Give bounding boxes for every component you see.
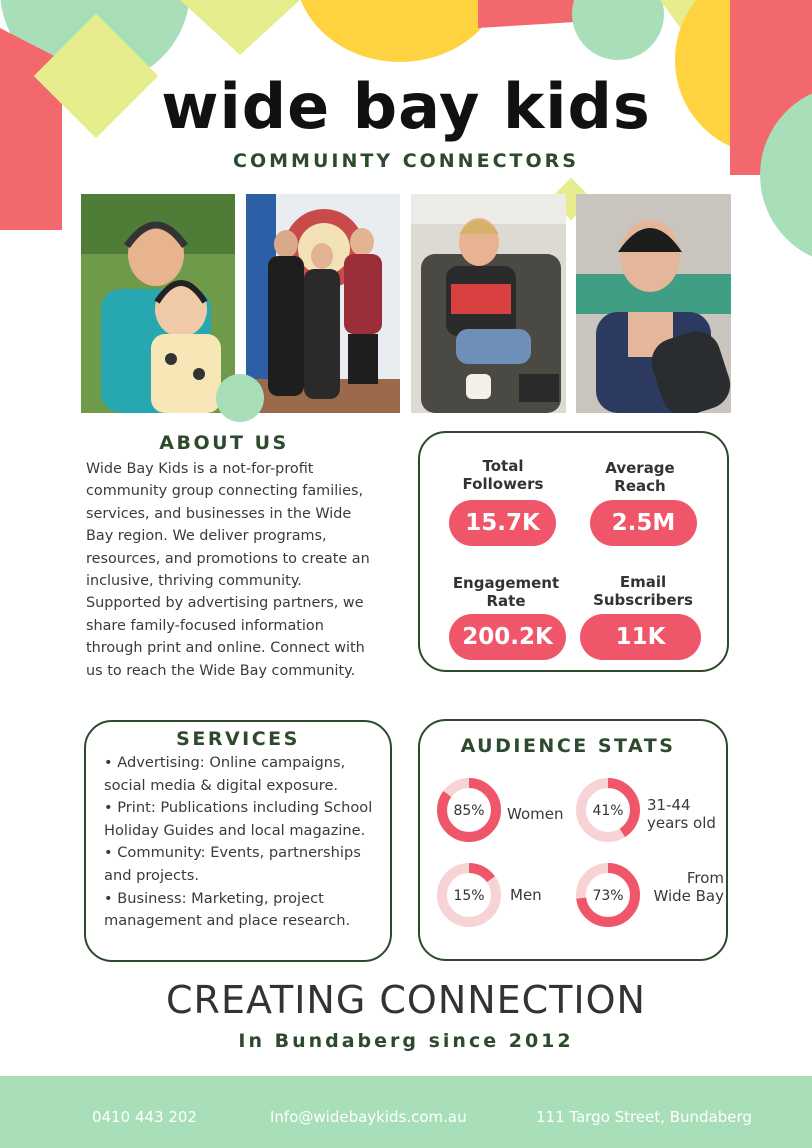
- page-title: wide bay kids: [161, 70, 651, 143]
- footer-address: 111 Targo Street, Bundaberg: [536, 1108, 752, 1126]
- photo-woman-child: [81, 194, 235, 413]
- donut-men-text: 15%: [453, 888, 485, 904]
- about-line: Wide Bay Kids is a not-for-profit: [86, 461, 314, 477]
- about-body: [86, 458, 398, 682]
- mint-circle-top: [572, 0, 664, 60]
- services-line: • Business: Marketing, project: [104, 889, 324, 907]
- coral-rect-top: [478, 0, 575, 28]
- wide-bay-label: From Wide Bay: [653, 869, 724, 905]
- donut-women: [436, 777, 502, 843]
- about-line: Bay region. We deliver programs,: [86, 528, 327, 545]
- services-line: social media & digital exposure.: [104, 776, 339, 794]
- footer-phone[interactable]: 0410 443 202: [92, 1108, 197, 1126]
- tagline-main: CREATING CONNECTION: [166, 978, 646, 1022]
- about-line: share family-focused information: [86, 617, 324, 634]
- total-followers-label: Total Followers: [462, 457, 544, 493]
- services-line: Holiday Guides and local magazine.: [104, 821, 366, 839]
- average-reach-label: Average Reach: [605, 459, 675, 495]
- mint-circle-photo: [216, 374, 264, 422]
- services-line: • Community: Events, partnerships: [104, 844, 361, 862]
- donut-wide-bay: [575, 862, 641, 928]
- email-subscribers-label: Email Subscribers: [593, 573, 693, 609]
- about-line: resources, and promotions to create an: [86, 550, 370, 567]
- about-line: services, and businesses in the Wide: [86, 505, 352, 522]
- about-line: us to reach the Wide Bay community.: [86, 662, 356, 679]
- photo-woman-paddle: [576, 194, 731, 413]
- services-line: management and place research.: [104, 912, 351, 930]
- services-heading: SERVICES: [176, 728, 300, 750]
- about-heading: ABOUT US: [159, 432, 289, 454]
- total-followers-value: 15.7K: [449, 500, 556, 546]
- average-reach-value: 2.5M: [590, 500, 697, 546]
- engagement-rate-label: Engagement Rate: [452, 574, 560, 610]
- men-label: Men: [510, 886, 542, 904]
- photo-three-women: [246, 194, 400, 413]
- tagline-sub: In Bundaberg since 2012: [238, 1030, 574, 1052]
- audience-heading: AUDIENCE STATS: [460, 735, 676, 757]
- about-line: Supported by advertising partners, we: [86, 595, 364, 612]
- about-line: inclusive, thriving community.: [86, 573, 302, 590]
- services-line: • Print: Publications including School: [104, 799, 373, 817]
- women-label: Women: [507, 805, 564, 823]
- donut-age-text: 41%: [592, 803, 624, 819]
- services-line: • Advertising: Online campaigns,: [104, 754, 346, 771]
- email-subscribers-value: 11K: [580, 614, 701, 660]
- about-line: community group connecting families,: [86, 483, 364, 500]
- age-label: 31-44 years old: [647, 796, 716, 832]
- donut-age: [575, 777, 641, 843]
- donut-men: [436, 862, 502, 928]
- services-line: and projects.: [104, 866, 199, 884]
- donut-women-text: 85%: [453, 803, 485, 819]
- about-line: through print and online. Connect with: [86, 640, 365, 657]
- footer-email[interactable]: Info@widebaykids.com.au: [270, 1108, 467, 1126]
- yellow-circle-top: [295, 0, 505, 62]
- page-subtitle: COMMUINTY CONNECTORS: [233, 150, 579, 172]
- engagement-rate-value: 200.2K: [449, 614, 566, 660]
- photo-woman-chair: [411, 194, 566, 413]
- lime-triangle-top: [180, 0, 300, 55]
- services-list: [104, 752, 390, 933]
- donut-wide-bay-text: 73%: [592, 888, 624, 904]
